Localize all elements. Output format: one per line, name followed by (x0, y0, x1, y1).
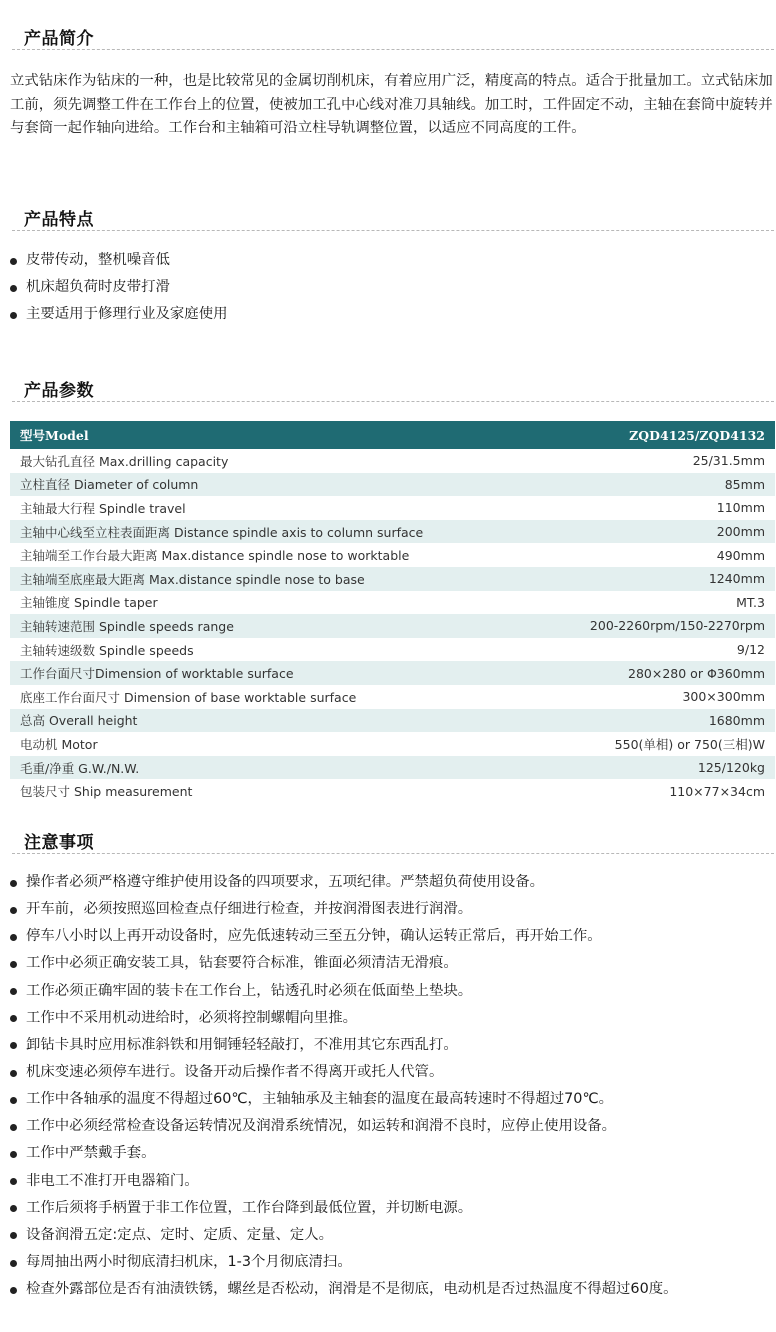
row-label: 毛重/净重 G.W./N.W. (10, 756, 480, 780)
row-value: 85mm (480, 473, 775, 497)
table-row (10, 732, 775, 756)
row-label: 主轴中心线至立柱表面距离 Distance spindle axis to column surface (10, 520, 480, 544)
table-row (10, 709, 775, 733)
table-row (10, 591, 775, 615)
row-value: 200-2260rpm/150-2270rpm (480, 614, 775, 638)
notes-title: 注意事项 (24, 833, 94, 853)
table-row (10, 496, 775, 520)
row-label: 主轴端至工作台最大距离 Max.distance spindle nose to worktable (20, 548, 410, 564)
intro-text: 立式钻床作为钻床的一种，也是比较常见的金属切削机床，有着应用广泛，精度高的特点。适合于批量加工。立式钻床加工前，须先调整工件在工作台上的位置，使被加工孔中心线对准刀具轴线。加工时，工件固定不动，主轴在套筒中旋转并与套筒一起作轴向进给。工作台和主轴箱可沿立柱导轨调整位置，以适应不同高度的工件。 (10, 73, 773, 136)
row-label: 总高 Overall height (10, 709, 480, 733)
list-item: 工作中各轴承的温度不得超过60℃，主轴轴承及主轴套的温度在最高转速时不得超过70℃。 (10, 1086, 678, 1113)
row-label: 电动机 Motor (20, 736, 98, 752)
specs-title: 产品参数 (24, 381, 94, 401)
row-label: 最大钻孔直径 Max.drilling capacity (20, 453, 229, 469)
list-item: 工作中严禁戴手套。 (10, 1140, 678, 1167)
row-value: MT.3 (736, 594, 765, 610)
list-item: 工作中必须正确安装工具，钻套要符合标准，锥面必须清洁无滑痕。 (10, 950, 678, 977)
list-item: 每周抽出两小时彻底清扫机床，1-3个月彻底清扫。 (10, 1249, 678, 1276)
table-header-row (10, 421, 775, 449)
list-item: 工作后须将手柄置于非工作位置，工作台降到最低位置，并切断电源。 (10, 1195, 678, 1222)
notes-list (10, 869, 678, 1303)
row-value: 110×77×34cm (669, 783, 765, 799)
row-value: 490mm (716, 547, 765, 563)
row-label: 主轴转速级数 Spindle speeds (20, 642, 194, 658)
model-header-value: ZQD4125/ZQD4132 (480, 421, 775, 449)
table-row (10, 638, 775, 662)
intro-title: 产品简介 (24, 29, 94, 49)
row-value: 200mm (480, 520, 775, 544)
row-label: 包装尺寸 Ship measurement (20, 784, 193, 800)
row-value: 25/31.5mm (692, 453, 765, 469)
table-row (10, 661, 775, 685)
row-label: 工作台面尺寸Dimension of worktable surface (10, 661, 480, 685)
list-item: 工作中不采用机动进给时，必须将控制螺帽向里推。 (10, 1005, 678, 1032)
row-label: 主轴端至底座最大距离 Max.distance spindle nose to base (10, 567, 480, 591)
list-item: 工作必须正确牢固的装卡在工作台上，钻透孔时必须在低面垫上垫块。 (10, 978, 678, 1005)
table-row (10, 473, 775, 497)
row-label: 立柱直径 Diameter of column (10, 473, 480, 497)
row-value: 300×300mm (682, 689, 765, 705)
table-row (10, 614, 775, 638)
table-row (10, 779, 775, 803)
list-item: 设备润滑五定:定点、定时、定质、定量、定人。 (10, 1222, 678, 1249)
notes-section-title (12, 826, 774, 854)
list-item: 非电工不准打开电器箱门。 (10, 1168, 678, 1195)
row-value: 1240mm (480, 567, 775, 591)
row-value: 550(单相) or 750(三相)W (614, 736, 765, 752)
row-label: 主轴转速范围 Spindle speeds range (10, 614, 480, 638)
table-row (10, 449, 775, 473)
table-row (10, 756, 775, 780)
table-row (10, 543, 775, 567)
row-label: 底座工作台面尺寸 Dimension of base worktable surface (20, 689, 357, 705)
intro-section-title (12, 22, 774, 50)
list-item: 皮带传动，整机噪音低 (10, 247, 227, 274)
features-section-title (12, 203, 774, 231)
list-item: 工作中必须经常检查设备运转情况及润滑系统情况，如运转和润滑不良时，应停止使用设备。 (10, 1113, 678, 1140)
features-list (10, 247, 227, 328)
table-row (10, 520, 775, 544)
list-item: 检查外露部位是否有油渍铁锈，螺丝是否松动，润滑是不是彻底，电动机是否过热温度不得超过60度。 (10, 1276, 678, 1303)
list-item: 机床变速必须停车进行。设备开动后操作者不得离开或托人代管。 (10, 1059, 678, 1086)
row-label: 主轴最大行程 Spindle travel (20, 500, 186, 516)
list-item: 卸钻卡具时应用标准斜铁和用铜锤轻轻敲打，不准用其它东西乱打。 (10, 1032, 678, 1059)
row-value: 110mm (716, 500, 765, 516)
list-item: 操作者必须严格遵守维护使用设备的四项要求，五项纪律。严禁超负荷使用设备。 (10, 869, 678, 896)
features-title: 产品特点 (24, 210, 94, 230)
specs-table (10, 421, 775, 803)
specs-section-title (12, 374, 774, 402)
list-item: 开车前，必须按照巡回检查点仔细进行检查，并按润滑图表进行润滑。 (10, 896, 678, 923)
list-item: 机床超负荷时皮带打滑 (10, 274, 227, 301)
table-row (10, 685, 775, 709)
row-value: 280×280 or Φ360mm (480, 661, 775, 685)
list-item: 主要适用于修理行业及家庭使用 (10, 301, 227, 328)
list-item: 停车八小时以上再开动设备时，应先低速转动三至五分钟，确认运转正常后，再开始工作。 (10, 923, 678, 950)
table-row (10, 567, 775, 591)
row-label: 主轴锥度 Spindle taper (20, 595, 158, 611)
row-value: 125/120kg (480, 756, 775, 780)
row-value: 1680mm (480, 709, 775, 733)
model-header-label: 型号Model (10, 421, 480, 449)
row-value: 9/12 (736, 642, 765, 658)
